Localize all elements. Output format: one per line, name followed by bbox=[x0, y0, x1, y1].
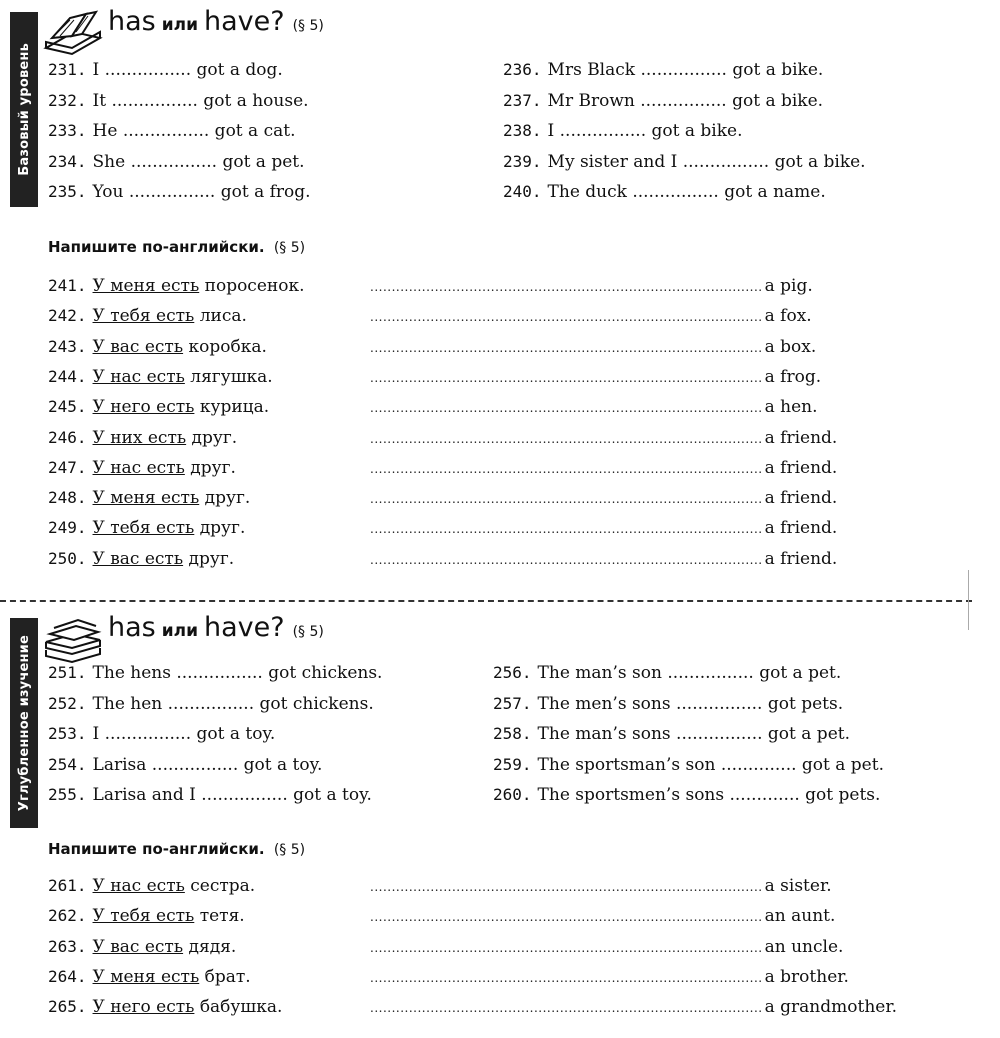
blank-dots[interactable]: ........................................................................................... bbox=[370, 370, 763, 385]
blank-dots[interactable]: ........................................................................................... bbox=[370, 880, 763, 894]
item-number: 237. bbox=[503, 90, 542, 110]
exercise-item bbox=[48, 754, 322, 776]
item-number: 250. bbox=[48, 548, 87, 568]
russian-word: друг. bbox=[188, 548, 235, 569]
russian-word: коробка. bbox=[188, 336, 267, 357]
translation-row bbox=[48, 457, 236, 479]
answer-ending: a grandmother. bbox=[764, 997, 897, 1018]
item-text: Mrs Black ................ got a bike. bbox=[547, 60, 824, 80]
translation-row bbox=[48, 366, 273, 388]
russian-word: тетя. bbox=[199, 906, 245, 927]
underlined-phrase: У него есть bbox=[92, 997, 195, 1018]
item-number: 265. bbox=[48, 997, 87, 1017]
russian-word: сестра. bbox=[190, 876, 256, 896]
answer-line[interactable] bbox=[370, 457, 837, 480]
answer-ending: a friend. bbox=[764, 518, 838, 539]
answer-ending: a sister. bbox=[764, 876, 832, 896]
title-or: или bbox=[161, 621, 199, 641]
item-text: The man’s son ................ got a pet. bbox=[537, 663, 842, 683]
exercise-item bbox=[503, 181, 826, 203]
paragraph-ref: (§ 5) bbox=[273, 240, 306, 256]
russian-word: брат. bbox=[204, 966, 251, 987]
instruction-text: Напишите по-английски. bbox=[48, 840, 265, 858]
exercise-item bbox=[503, 151, 866, 173]
item-text: You ................ got a frog. bbox=[92, 182, 311, 202]
item-number: 245. bbox=[48, 397, 87, 417]
translation-row bbox=[48, 517, 245, 539]
sidebar-label: Базовый уровень bbox=[16, 43, 32, 176]
section-divider bbox=[0, 600, 972, 602]
sidebar-advanced-level bbox=[10, 618, 38, 828]
item-number: 231. bbox=[48, 60, 87, 79]
item-number: 264. bbox=[48, 966, 87, 986]
item-number: 243. bbox=[48, 336, 87, 356]
underlined-phrase: У вас есть bbox=[92, 936, 184, 957]
item-text: Mr Brown ................ got a bike. bbox=[547, 90, 824, 111]
blank-dots[interactable]: ........................................................................................... bbox=[370, 340, 763, 355]
item-number: 259. bbox=[493, 754, 532, 774]
item-text: I ................ got a bike. bbox=[547, 121, 743, 141]
item-text: Larisa and I ................ got a toy. bbox=[92, 785, 372, 805]
answer-line[interactable] bbox=[370, 275, 813, 298]
blank-dots[interactable]: ........................................................................................... bbox=[370, 310, 763, 325]
instruction bbox=[48, 840, 305, 858]
item-number: 258. bbox=[493, 724, 532, 743]
exercise-item bbox=[48, 693, 374, 715]
item-number: 256. bbox=[493, 663, 532, 682]
exercise-item bbox=[48, 151, 305, 173]
exercise-item bbox=[48, 784, 372, 806]
answer-line[interactable] bbox=[370, 336, 816, 359]
answer-line[interactable] bbox=[370, 996, 897, 1019]
item-text: She ................ got a pet. bbox=[92, 151, 305, 172]
item-number: 248. bbox=[48, 488, 87, 508]
underlined-phrase: У меня есть bbox=[92, 966, 200, 987]
blank-dots[interactable]: ........................................................................................... bbox=[370, 492, 763, 507]
exercise-item bbox=[493, 723, 850, 745]
exercise-item bbox=[503, 59, 823, 81]
underlined-phrase: У вас есть bbox=[92, 548, 184, 569]
item-text: The hens ................ got chickens. bbox=[92, 663, 383, 683]
answer-line[interactable] bbox=[370, 548, 837, 571]
russian-word: лиса. bbox=[199, 306, 247, 327]
item-number: 255. bbox=[48, 785, 87, 804]
answer-ending: a frog. bbox=[764, 366, 822, 387]
answer-line[interactable] bbox=[370, 905, 835, 928]
item-text: My sister and I ................ got a bike. bbox=[547, 151, 866, 172]
translation-row bbox=[48, 936, 236, 958]
answer-line[interactable] bbox=[370, 305, 812, 328]
translation-row bbox=[48, 396, 269, 418]
underlined-phrase: У нас есть bbox=[92, 876, 185, 896]
item-number: 235. bbox=[48, 182, 87, 201]
underlined-phrase: У нас есть bbox=[92, 366, 185, 387]
item-number: 263. bbox=[48, 936, 87, 956]
item-text: Larisa ................ got a toy. bbox=[92, 754, 323, 775]
underlined-phrase: У тебя есть bbox=[92, 518, 195, 539]
russian-word: друг. bbox=[204, 488, 251, 509]
russian-word: друг. bbox=[199, 518, 246, 539]
item-number: 247. bbox=[48, 457, 87, 477]
title-has: has bbox=[108, 612, 156, 643]
item-number: 254. bbox=[48, 754, 87, 774]
exercise-item bbox=[503, 120, 743, 142]
underlined-phrase: У меня есть bbox=[92, 276, 200, 296]
title-have: have? bbox=[204, 6, 285, 37]
answer-ending: a brother. bbox=[764, 966, 849, 987]
item-text: I ................ got a toy. bbox=[92, 724, 276, 744]
blank-dots[interactable]: ........................................................................................... bbox=[370, 461, 763, 476]
translation-row bbox=[48, 548, 234, 570]
blank-dots[interactable]: ........................................................................................... bbox=[370, 910, 763, 925]
item-number: 246. bbox=[48, 427, 87, 447]
exercise-item bbox=[493, 662, 841, 684]
answer-ending: an uncle. bbox=[764, 936, 844, 957]
blank-dots[interactable]: ........................................................................................... bbox=[370, 280, 763, 294]
answer-ending: a friend. bbox=[764, 427, 838, 448]
margin-line bbox=[968, 570, 969, 630]
translation-row bbox=[48, 305, 247, 327]
item-number: 260. bbox=[493, 785, 532, 804]
item-number: 253. bbox=[48, 724, 87, 743]
translation-row bbox=[48, 336, 267, 358]
item-text: The duck ................ got a name. bbox=[547, 182, 826, 202]
answer-line[interactable] bbox=[370, 875, 832, 898]
blank-dots[interactable]: ........................................................................................... bbox=[370, 431, 763, 446]
translation-row bbox=[48, 905, 245, 927]
answer-line[interactable] bbox=[370, 487, 837, 510]
underlined-phrase: У тебя есть bbox=[92, 906, 195, 927]
underlined-phrase: У нас есть bbox=[92, 457, 185, 478]
paragraph-ref: (§ 5) bbox=[292, 624, 324, 640]
item-number: 242. bbox=[48, 306, 87, 326]
exercise-item bbox=[48, 181, 311, 203]
blank-dots[interactable]: ........................................................................................... bbox=[370, 1001, 763, 1016]
underlined-phrase: У вас есть bbox=[92, 336, 184, 357]
item-number: 239. bbox=[503, 151, 542, 171]
exercise-item bbox=[493, 693, 843, 715]
answer-line[interactable] bbox=[370, 366, 821, 389]
translation-row bbox=[48, 275, 304, 297]
title-or: или bbox=[161, 15, 199, 35]
sidebar-label: Углубленное изучение bbox=[16, 634, 32, 812]
item-text: He ................ got a cat. bbox=[92, 121, 296, 141]
item-number: 240. bbox=[503, 182, 542, 201]
item-text: The man’s sons ................ got a pet. bbox=[537, 724, 850, 744]
blank-dots[interactable]: ........................................................................................... bbox=[370, 552, 763, 567]
paragraph-ref: (§ 5) bbox=[273, 842, 306, 858]
item-number: 234. bbox=[48, 151, 87, 171]
answer-ending: a friend. bbox=[764, 457, 838, 478]
item-number: 257. bbox=[493, 693, 532, 713]
item-number: 244. bbox=[48, 366, 87, 386]
exercise-item bbox=[48, 59, 283, 81]
blank-dots[interactable]: ........................................................................................... bbox=[370, 401, 763, 416]
exercise-item bbox=[48, 90, 309, 112]
title-has: has bbox=[108, 6, 156, 37]
answer-line[interactable] bbox=[370, 427, 837, 450]
underlined-phrase: У меня есть bbox=[92, 488, 200, 509]
exercise-item bbox=[48, 120, 295, 142]
book-stack-icon bbox=[42, 8, 104, 58]
russian-word: курица. bbox=[199, 397, 270, 418]
translation-row bbox=[48, 996, 282, 1018]
item-number: 241. bbox=[48, 276, 87, 295]
paragraph-ref: (§ 5) bbox=[292, 18, 324, 34]
item-number: 249. bbox=[48, 518, 87, 538]
section-title bbox=[108, 6, 324, 37]
underlined-phrase: У него есть bbox=[92, 397, 195, 418]
item-text: It ................ got a house. bbox=[92, 90, 309, 111]
answer-ending: a pig. bbox=[764, 276, 813, 296]
underlined-phrase: У них есть bbox=[92, 427, 187, 448]
russian-word: бабушка. bbox=[199, 997, 283, 1018]
translation-row bbox=[48, 487, 250, 509]
answer-line[interactable] bbox=[370, 396, 818, 419]
item-text: The hen ................ got chickens. bbox=[92, 693, 374, 714]
blank-dots[interactable]: ........................................................................................... bbox=[370, 940, 763, 955]
item-text: The men’s sons ................ got pets. bbox=[537, 693, 844, 714]
translation-row bbox=[48, 427, 237, 449]
translation-row bbox=[48, 875, 255, 897]
answer-line[interactable] bbox=[370, 517, 837, 540]
item-number: 233. bbox=[48, 121, 87, 140]
exercise-item bbox=[493, 754, 884, 776]
exercise-item bbox=[48, 662, 382, 684]
russian-word: поросенок. bbox=[204, 276, 305, 296]
answer-ending: a friend. bbox=[764, 548, 838, 569]
russian-word: лягушка. bbox=[190, 366, 273, 387]
section-title bbox=[108, 612, 324, 643]
answer-ending: a fox. bbox=[764, 306, 812, 327]
answer-line[interactable] bbox=[370, 966, 849, 989]
translation-row bbox=[48, 966, 251, 988]
exercise-item bbox=[48, 723, 275, 745]
answer-ending: a box. bbox=[764, 336, 817, 357]
blank-dots[interactable]: ........................................................................................... bbox=[370, 970, 763, 985]
item-text: The sportsmen’s sons ............. got pets. bbox=[537, 785, 881, 805]
sidebar-basic-level bbox=[10, 12, 38, 207]
item-text: I ................ got a dog. bbox=[92, 60, 283, 80]
answer-line[interactable] bbox=[370, 936, 843, 959]
exercise-item bbox=[503, 90, 823, 112]
russian-word: друг. bbox=[191, 427, 238, 448]
underlined-phrase: У тебя есть bbox=[92, 306, 195, 327]
russian-word: дядя. bbox=[188, 936, 237, 957]
item-number: 238. bbox=[503, 121, 542, 140]
item-number: 252. bbox=[48, 693, 87, 713]
instruction bbox=[48, 238, 305, 256]
russian-word: друг. bbox=[190, 457, 236, 478]
item-number: 232. bbox=[48, 90, 87, 110]
answer-ending: an aunt. bbox=[764, 906, 836, 927]
answer-ending: a hen. bbox=[764, 397, 818, 418]
book-stack-icon bbox=[42, 614, 104, 664]
item-number: 236. bbox=[503, 60, 542, 79]
title-have: have? bbox=[204, 612, 285, 643]
exercise-item bbox=[493, 784, 880, 806]
item-number: 251. bbox=[48, 663, 87, 682]
item-text: The sportsman’s son .............. got a pet. bbox=[537, 754, 884, 775]
answer-ending: a friend. bbox=[764, 488, 838, 509]
blank-dots[interactable]: ........................................................................................... bbox=[370, 522, 763, 537]
instruction-text: Напишите по-английски. bbox=[48, 238, 265, 256]
item-number: 262. bbox=[48, 906, 87, 926]
item-number: 261. bbox=[48, 876, 87, 895]
